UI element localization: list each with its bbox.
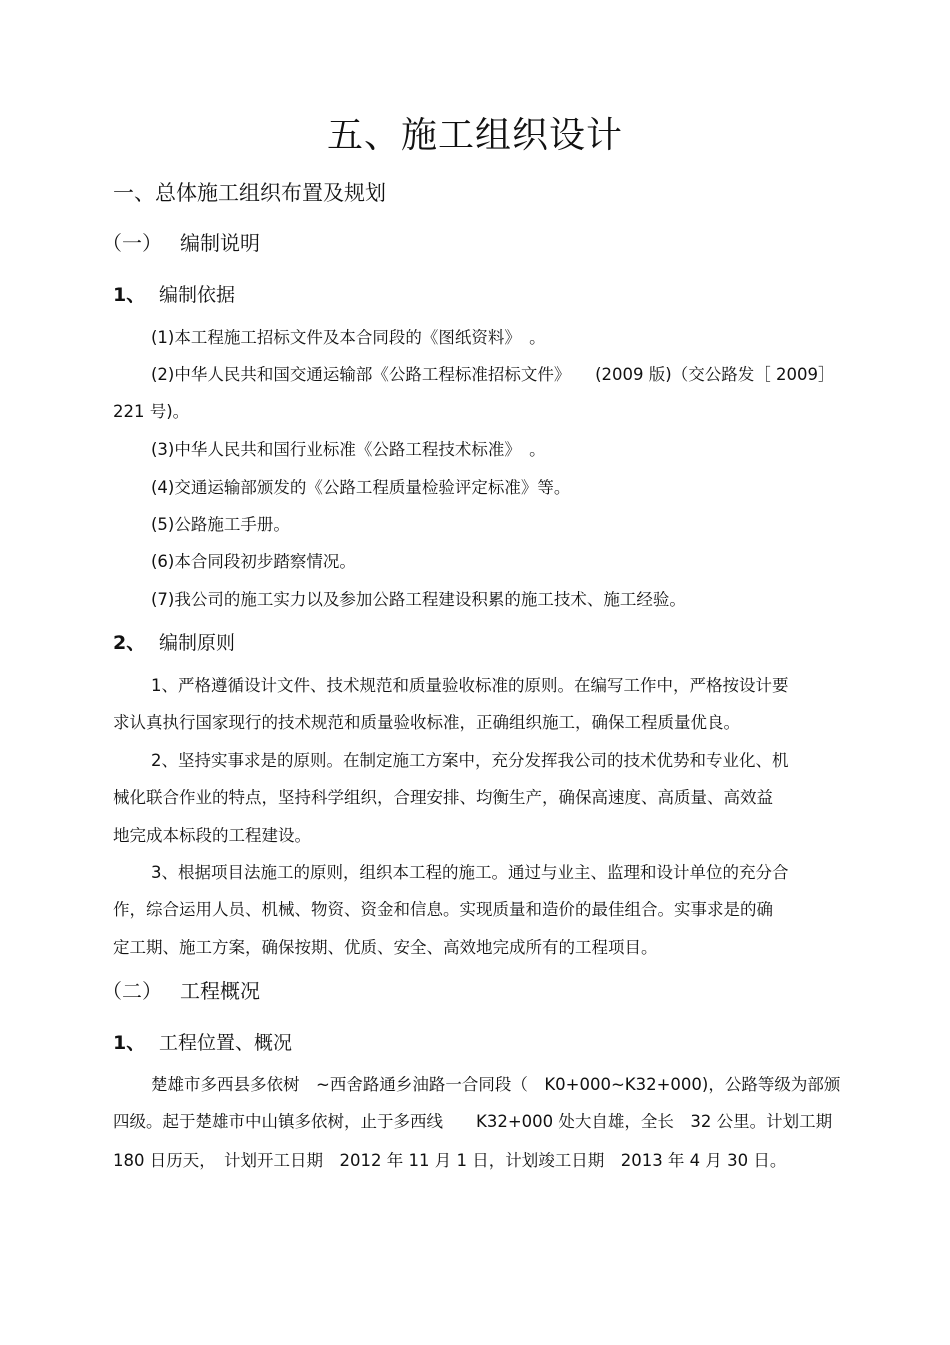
paragraph-line: 2、坚持实事求是的原则。在制定施工方案中，充分发挥我公司的技术优势和专业化、机	[151, 751, 789, 770]
paragraph-line: 180 日历天， 计划开工日期 2012 年 11 月 1 日，计划竣工日期 2013 年 4 月 30 日。	[113, 1151, 787, 1170]
item-number: 1、	[113, 284, 146, 306]
page-title: 五、施工组织设计	[326, 115, 623, 156]
paragraph-line: 四级。起于楚雄市中山镇多依树，止于多西线 K32+000 处大自雄，全长 32 公里。计划工期	[113, 1112, 833, 1131]
paragraph-line: (6)本合同段初步踏察情况。	[151, 552, 356, 571]
subsection-label: （二）	[102, 979, 162, 1003]
item-number: 1、	[113, 1032, 146, 1054]
subsection-heading	[102, 977, 260, 1005]
item-title: 编制依据	[159, 284, 236, 306]
section-heading: 一、总体施工组织布置及规划	[113, 181, 386, 205]
paragraph-line: (3)中华人民共和国行业标准《公路工程技术标准》 。	[151, 440, 546, 459]
paragraph-line: 221 号)。	[113, 402, 190, 421]
item-heading	[113, 282, 235, 308]
paragraph-line: (5)公路施工手册。	[151, 515, 290, 534]
item-title: 编制原则	[159, 632, 236, 654]
paragraph-line: 1、严格遵循设计文件、技术规范和质量验收标准的原则。在编写工作中，严格按设计要	[151, 676, 789, 695]
subsection-title: 工程概况	[180, 979, 260, 1003]
subsection-heading	[102, 229, 260, 257]
item-heading	[113, 630, 235, 656]
paragraph-line: (7)我公司的施工实力以及参加公路工程建设积累的施工技术、施工经验。	[151, 590, 686, 609]
paragraph-line: 地完成本标段的工程建设。	[113, 826, 311, 845]
paragraph-line: 楚雄市多西县多依树 ~西舍路通乡油路一合同段（ K0+000~K32+000)，公路等级为部颁	[151, 1075, 841, 1094]
subsection-title: 编制说明	[180, 231, 260, 255]
paragraph-line: (1)本工程施工招标文件及本合同段的《图纸资料》 。	[151, 328, 546, 347]
paragraph-line: (4)交通运输部颁发的《公路工程质量检验评定标准》等。	[151, 478, 571, 497]
paragraph-line: (2)中华人民共和国交通运输部《公路工程标准招标文件》 (2009 版)（交公路发［ 2009］	[151, 365, 835, 384]
paragraph-line: 求认真执行国家现行的技术规范和质量验收标准，正确组织施工，确保工程质量优良。	[113, 713, 740, 732]
paragraph-line: 作，综合运用人员、机械、物资、资金和信息。实现质量和造价的最佳组合。实事求是的确	[113, 900, 773, 919]
item-title: 工程位置、概况	[159, 1032, 293, 1054]
paragraph-line: 械化联合作业的特点，坚持科学组织，合理安排、均衡生产，确保高速度、高质量、高效益	[113, 788, 773, 807]
subsection-label: （一）	[102, 231, 162, 255]
paragraph-line: 定工期、施工方案，确保按期、优质、安全、高效地完成所有的工程项目。	[113, 938, 658, 957]
paragraph-line: 3、根据项目法施工的原则，组织本工程的施工。通过与业主、监理和设计单位的充分合	[151, 863, 789, 882]
item-heading	[113, 1030, 292, 1056]
item-number: 2、	[113, 632, 146, 654]
